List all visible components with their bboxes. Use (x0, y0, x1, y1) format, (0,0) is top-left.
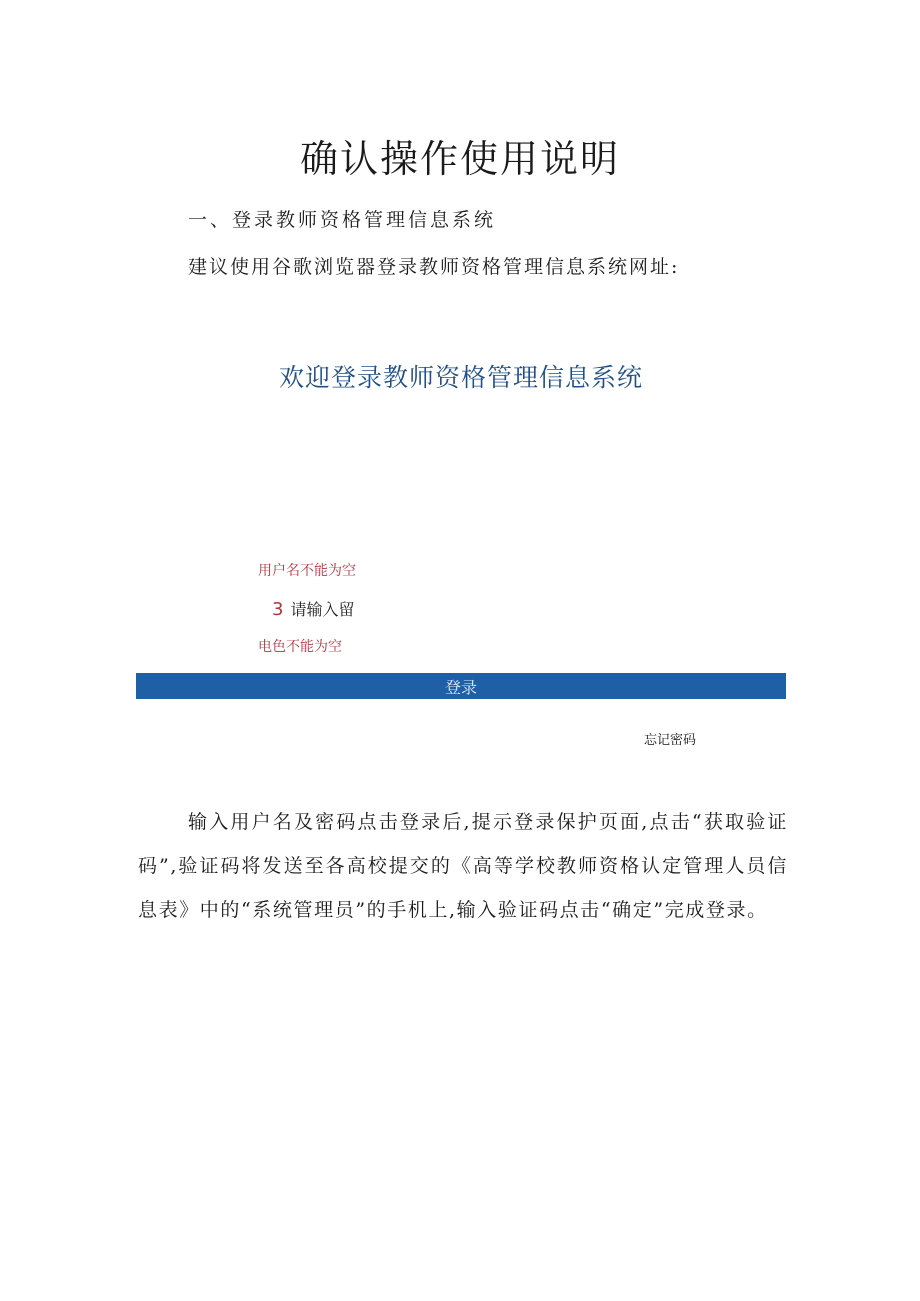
password-hint: 请输入留 (290, 600, 355, 619)
instruction-paragraph: 输入用户名及密码点击登录后,提示登录保护页面,点击“获取验证码”,验证码将发送至各高校提交的《高等学校教师资格认定管理人员信息表》中的“系统管理员”的手机上,输入验证码点击“确定”完成登录。 (138, 811, 788, 921)
forgot-password-link[interactable]: 忘记密码 (644, 733, 697, 748)
username-error: 用户名不能为空 (258, 563, 356, 579)
phone-error: 电色不能为空 (258, 639, 342, 655)
password-prefix: 3 (272, 599, 284, 620)
login-button[interactable]: 登录 (136, 673, 786, 699)
document-title: 确认操作使用说明 (299, 137, 620, 181)
section-heading: 一、登录教师资格管理信息系统 (188, 209, 497, 231)
welcome-title: 欢迎登录教师资格管理信息系统 (278, 363, 643, 392)
login-screenshot (136, 340, 786, 760)
intro-text: 建议使用谷歌浏览器登录教师资格管理信息系统网址: (188, 256, 680, 278)
password-field[interactable] (272, 597, 355, 620)
